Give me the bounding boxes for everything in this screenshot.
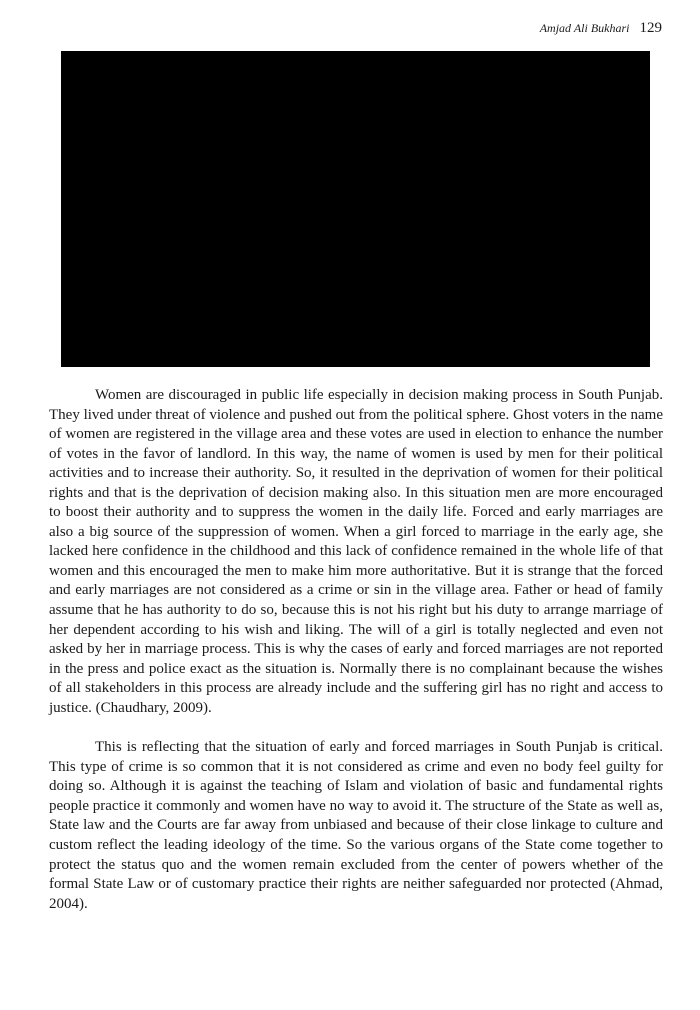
paragraph-2: This is reflecting that the situation of early and forced marriages in South Punjab is critical. This type of crime is so common that it is not considered as crime and even no body feel guilty for doing so. Although it is against the teaching of Islam and violation of basic and fundamental rights people practice it commonly and women have no way to avoid it. The structure of the State as well as, State law and the Courts are far away from unbiased and because of their close linkage to culture and custom reflect the leading ideology of the time. So the various organs of the State come together to protect the status quo and the women remain excluded from the center of powers whether of the formal State Law or of customary practice their rights are neither safeguarded nor protected (Ahmad, 2004). — [49, 739, 663, 912]
body-text — [49, 386, 663, 914]
running-head-author: Amjad Ali Bukhari — [539, 21, 630, 35]
running-header — [540, 20, 662, 37]
redacted-figure — [61, 51, 650, 367]
page-number: 129 — [639, 20, 662, 36]
paragraph-1: Women are discouraged in public life especially in decision making process in South Punjab. They lived under threat of violence and pushed out from the political sphere. Ghost voters in the name of women are registered in the village area and these votes are used in election to enhance the number of votes in the favor of landlord. In this way, the name of women is used by men for their political activities and to increase their authority. So, it resulted in the deprivation of women for their political rights and that is the deprivation of decision making also. In this situation men are more encouraged to boost their authority and to suppress the women in the daily life. Forced and early marriages are also a big source of the suppression of women. When a girl forced to marriage in the early age, she lacked here confidence in the childhood and this lack of confidence remained in the whole life of that women and this encouraged the men to make him more authoritative. But it is strange that the forced and early marriages are not considered as a crime or sin in the village area. Father or head of family assume that he has authority to do so, because this is not his right but his duty to arrange marriage of her dependent according to his wish and liking. The will of a girl is totally neglected and even not asked by her in marriage process. This is why the cases of early and forced marriages are not reported in the press and police exact as the situation is. Normally there is no complainant because the wishes of all stakeholders in this process are already include and the suffering girl has no right and access to justice. (Chaudhary, 2009). — [49, 387, 663, 716]
